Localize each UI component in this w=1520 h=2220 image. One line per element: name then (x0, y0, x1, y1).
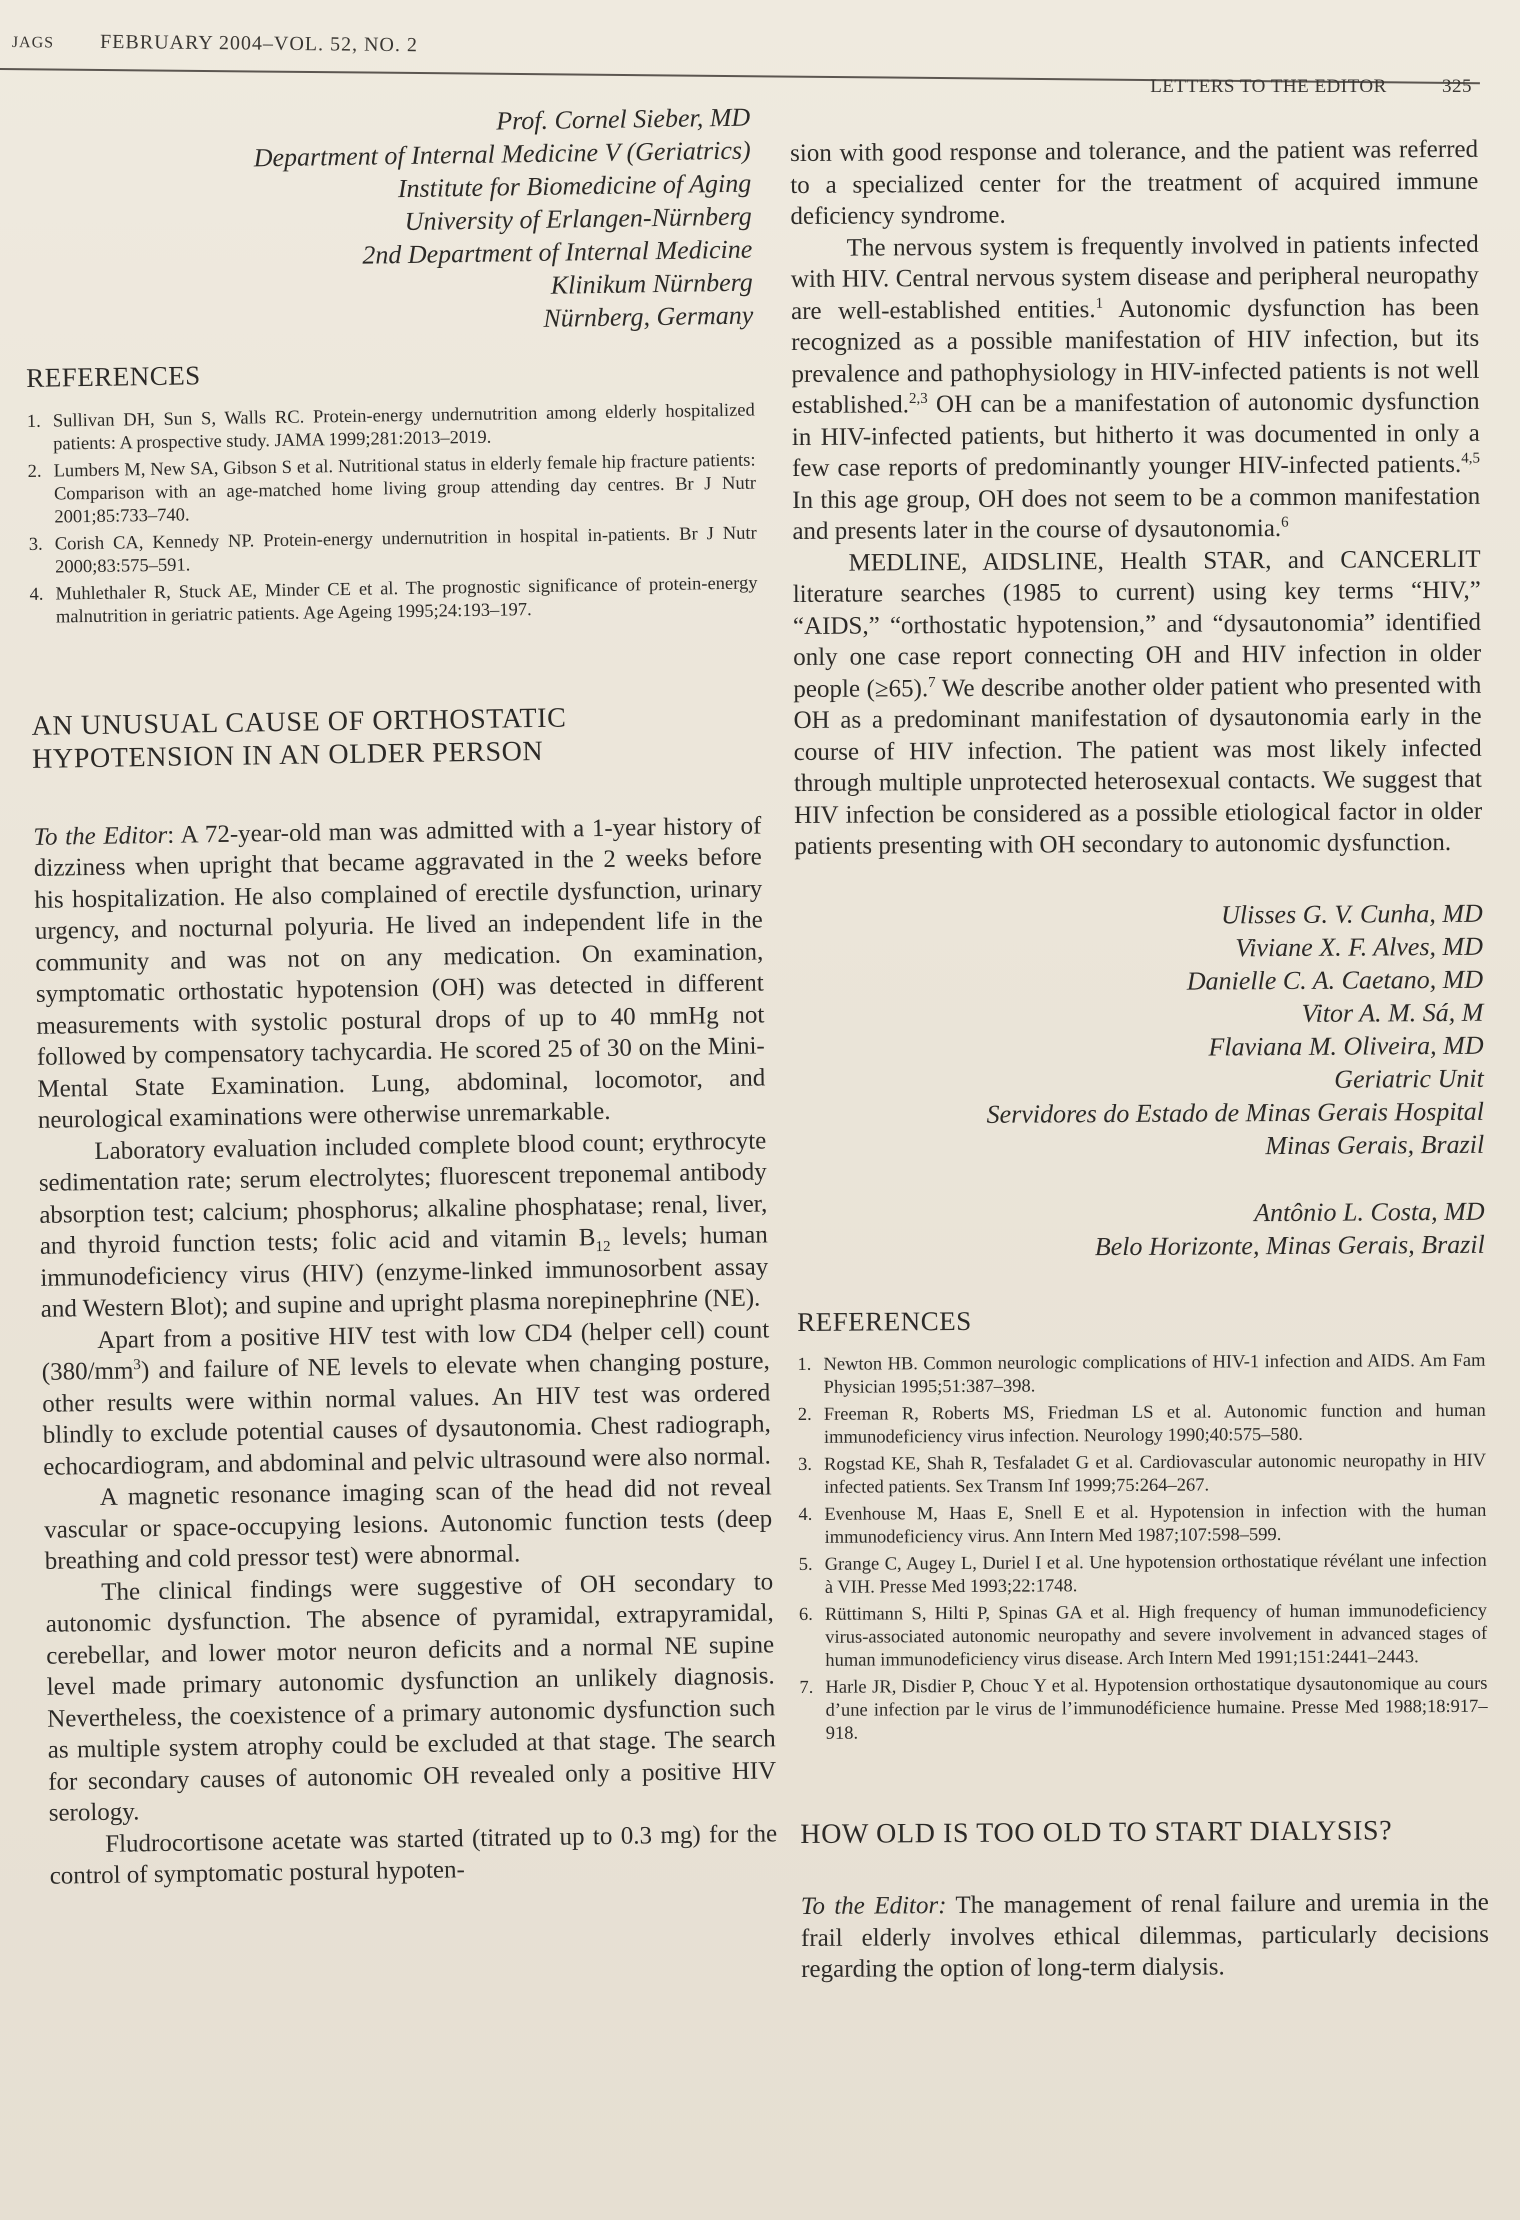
body-paragraph: To the Editor: The management of renal failure and uremia in the frail elderly involves ethical dilemmas, particularly decisions regarding the option of long-term dialysis. (800, 1888, 1490, 1983)
reference-item: 2. Freeman R, Roberts MS, Friedman LS et al. Autonomic function and human immunodeficiency virus infection. Neurology 1990;40:575–580. (797, 1400, 1486, 1448)
signature-line: Flaviana M. Oliveira, MD (1208, 1030, 1484, 1061)
signature-line: Minas Gerais, Brazil (1265, 1129, 1485, 1160)
issue-line: FEBRUARY 2004–VOL. 52, NO. 2 (99, 30, 419, 57)
references-heading: REFERENCES (797, 1305, 972, 1337)
signature-line: Ulisses G. V. Cunha, MD (1220, 898, 1483, 929)
right-column (790, 134, 1489, 1986)
signature-line: Antônio L. Costa, MD (1254, 1196, 1485, 1227)
signature-line: Servidores do Estado de Minas Gerais Hospital (986, 1096, 1485, 1129)
author-signature (796, 1194, 1484, 1264)
body-paragraph: To the Editor: A 72-year-old man was admitted with a 1-year history of dizziness when upright that became aggravated in the 2 weeks before his hospitalization. He also complained of erectile dysfunction, urinary urgency, and nocturnal polyuria. He lived an independent life in the community and was not on any medication. On examination, symptomatic orthostatic hypotension (OH) was detected in different measurements with systolic postural drops of up to 40 mmHg not followed by compensatory tachycardia. He scored 25 of 30 on the Mini-Mental State Examination. Lung, abdominal, locomotor, and neurological examinations were otherwise unremarkable. (33, 811, 766, 1134)
signature-line: Vitor A. M. Sá, M (1301, 997, 1484, 1028)
reference-item: 4. Evenhouse M, Haas E, Snell E et al. Hypotension in infection with the human immunodeficiency virus. Ann Intern Med 1987;107:598–599. (798, 1500, 1487, 1548)
journal-abbrev: JAGS (11, 33, 55, 52)
left-column (22, 101, 778, 1893)
article-title: HOW OLD IS TOO OLD TO START DIALYSIS? (800, 1815, 1393, 1850)
signature-line: Viviane X. F. Alves, MD (1235, 931, 1484, 962)
reference-item: 3. Corish CA, Kennedy NP. Protein-energy undernutrition in hospital in-patients. Br J Nutr 2000;83:575–591. (28, 523, 757, 578)
signature-line: Klinikum Nürnberg (550, 267, 753, 300)
body-paragraph: A magnetic resonance imaging scan of the head did not reveal vascular or space-occupying lesions. Autonomic function tests (deep breathing and cold pressor test) were abnormal. (44, 1473, 773, 1575)
signature-line: Department of Internal Medicine V (Geriatrics) (253, 135, 751, 173)
body-paragraph: Apart from a positive HIV test with low CD4 (helper cell) count $(380/mm^3)$ and failure of NE levels to elevate when changing posture, other results were within normal values. An HIV test was ordered blindly to exclude potential causes of dysautonomia. Chest radiograph, echocardiogram, and abdominal and pelvic ultrasound were also normal. (41, 1315, 771, 1481)
signature-line: Danielle C. A. Caetano, MD (1186, 964, 1484, 996)
author-signature (22, 101, 754, 343)
reference-item: 4. Muhlethaler R, Stuck AE, Minder CE et al. The prognostic significance of protein-energy malnutrition in geriatric patients. Age Ageing 1995;24:193–197. (29, 573, 758, 628)
body-paragraph: The nervous system is frequently involved in patients infected with HIV. Central nervous system disease and peripheral neuropathy are well-established entities.$^1$ Autonomic dysfunction has been recognized as a possible manifestation of HIV infection, but its prevalence and pathophysiology in HIV-infected patients is not well established.$^{2,3}$ OH can be a manifestation of autonomic dysfunction in HIV-infected patients, but hitherto it was documented in only a few case reports of predominantly younger HIV-infected patients.$^{4,5}$ In this age group, OH does not seem to be a common manifestation and presents later in the course of dysautonomia.$^6$ (790, 230, 1481, 545)
signature-line: Belo Horizonte, Minas Gerais, Brazil (1094, 1229, 1485, 1261)
body-paragraph: Fludrocortisone acetate was started (titrated up to 0.3 mg) for the control of symptomatic postural hypoten- (49, 1819, 778, 1890)
body-paragraph: MEDLINE, AIDSLINE, Health STAR, and CANCERLIT literature searches (1985 to current) using key terms “HIV,” “AIDS,” “orthostatic hypotension,” and “dysautonomia” identified only one case report connecting OH and HIV infection in older people (≥65).$^7$ We describe another older patient who presented with OH as a predominant manifestation of dysautonomia early in the course of HIV infection. The patient was most likely infected through multiple unprotected heterosexual contacts. We suggest that HIV infection be considered as a possible etiological factor in older patients presenting with OH secondary to autonomic dysfunction. (792, 545, 1483, 860)
signature-line: 2nd Department of Internal Medicine (362, 234, 753, 270)
reference-list (797, 1350, 1487, 1746)
section-name: LETTERS TO THE EDITOR (1150, 76, 1387, 97)
reference-item: 5. Grange C, Augey L, Duriel I et al. Une hypotension orthostatique révélant une infection à VIH. Presse Med 1993;22:1748. (798, 1550, 1487, 1598)
reference-item: 3. Rogstad KE, Shah R, Tesfaladet G et al. Cardiovascular autonomic neuropathy in HIV infected patients. Sex Transm Inf 1999;75:264–267. (798, 1450, 1487, 1498)
body-paragraph: The clinical findings were suggestive of OH secondary to autonomic dysfunction. The absence of pyramidal, extrapyramidal, cerebellar, and lower motor neuron deficits and a normal NE supine level made primary autonomic dysfunction an unlikely diagnosis. Nevertheless, the coexistence of a primary autonomic dysfunction such as multiple system atrophy could be excluded at that stage. The search for secondary causes of autonomic OH revealed only a positive HIV serology. (45, 1567, 777, 1827)
body-paragraph: sion with good response and tolerance, and the patient was referred to a specialized center for the treatment of acquired immune deficiency syndrome. (790, 135, 1479, 230)
reference-item: 2. Lumbers M, New SA, Gibson S et al. Nutritional status in elderly female hip fracture patients: Comparison with an age-matched home living group attending day centres. Br J Nutr 2001;85:733–740. (27, 450, 757, 528)
signature-line: Geriatric Unit (1334, 1063, 1484, 1094)
article-title: AN UNUSUAL CAUSE OF ORTHOSTATIC HYPOTENSION IN AN OLDER PERSON (31, 702, 567, 775)
reference-item: 1. Sullivan DH, Sun S, Walls RC. Protein-energy undernutrition among elderly hospitalized patients: A prospective study. JAMA 1999;281:2013–2019. (26, 400, 755, 455)
signature-line: Prof. Cornel Sieber, MD (496, 102, 751, 136)
reference-item: 1. Newton HB. Common neurologic complications of HIV-1 infection and AIDS. Am Fam Physician 1995;51:387–398. (797, 1350, 1486, 1398)
running-header-left (12, 30, 418, 57)
signature-line: Institute for Biomedicine of Aging (397, 168, 752, 204)
author-signature (795, 896, 1485, 1164)
body-paragraph: Laboratory evaluation included complete blood count; erythrocyte sedimentation rate; serum electrolytes; fluorescent treponemal antibody absorption test; calcium; phosphorus; alkaline phosphatase; renal, liver, and thyroid function tests; folic acid and vitamin $B_{12}$ levels; human immunodeficiency virus (HIV) (enzyme-linked immunosorbent assay and Western Blot); and supine and upright plasma norepinephrine (NE). (38, 1126, 769, 1323)
reference-item: 6. Rüttimann S, Hilti P, Spinas GA et al. High frequency of human immunodeficiency virus-associated autonomic neuropathy and severe involvement in advanced stages of human immunodeficiency virus disease. Arch Intern Med 1991;151:2441–2443. (798, 1600, 1488, 1671)
signature-line: University of Erlangen-Nürnberg (404, 201, 752, 237)
references-heading: REFERENCES (25, 360, 201, 393)
reference-item: 7. Harle JR, Disdier P, Chouc Y et al. Hypotension orthostatique dysautonomique au cours d’une infection par le virus de l’immunodéficience humaine. Presse Med 1988;18:917–918. (799, 1673, 1488, 1744)
running-header-right (1150, 76, 1472, 98)
reference-list (27, 399, 758, 629)
signature-line: Nürnberg, Germany (543, 300, 754, 333)
page-number: 325 (1442, 76, 1472, 97)
